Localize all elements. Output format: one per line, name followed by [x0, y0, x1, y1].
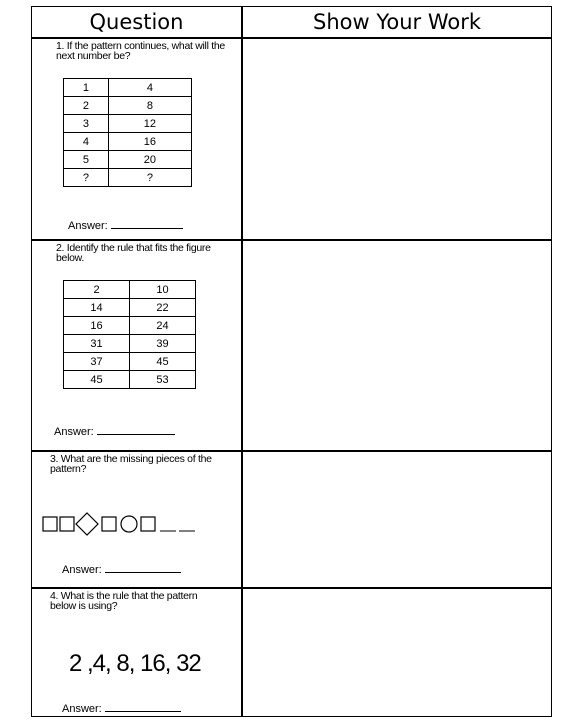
question-2-prompt: 2. Identify the rule that fits the figure below. — [56, 242, 211, 264]
question-2-cell — [32, 240, 241, 450]
work-area-3[interactable] — [243, 451, 551, 587]
table-row — [64, 371, 196, 389]
table-row — [64, 169, 192, 187]
table-cell: 16 — [64, 317, 130, 335]
table-cell: 1 — [64, 79, 109, 97]
question-3-answer — [62, 564, 181, 576]
square-icon — [43, 517, 57, 531]
table-cell: 14 — [64, 299, 130, 317]
answer-blank[interactable] — [111, 228, 183, 229]
table-cell: 3 — [64, 115, 109, 133]
table-row — [64, 115, 192, 133]
table-cell: 39 — [130, 335, 196, 353]
circle-icon — [121, 516, 137, 532]
table-row — [64, 151, 192, 169]
table-cell: 8 — [108, 97, 191, 115]
work-area-4[interactable] — [243, 588, 551, 716]
answer-label: Answer: — [68, 220, 108, 232]
table-cell: ? — [64, 169, 109, 187]
table-row — [64, 335, 196, 353]
table-row — [64, 353, 196, 371]
table-cell: 2 — [64, 97, 109, 115]
square-icon — [102, 517, 116, 531]
table-cell: 31 — [64, 335, 130, 353]
diamond-icon — [76, 513, 98, 535]
question-3-cell — [32, 451, 241, 587]
question-header: Question — [89, 10, 184, 34]
table-cell: ? — [108, 169, 191, 187]
work-area-1[interactable] — [243, 38, 551, 239]
answer-blank[interactable] — [105, 711, 181, 712]
question-4-prompt: 4. What is the rule that the pattern below is using? — [50, 590, 198, 612]
square-icon — [60, 517, 74, 531]
table-cell: 24 — [130, 317, 196, 335]
question-2-table — [63, 280, 196, 389]
table-cell: 45 — [64, 371, 130, 389]
question-4-cell — [32, 588, 241, 716]
number-sequence: 2 ,4, 8, 16, 32 — [69, 650, 201, 677]
worksheet-table — [31, 6, 552, 717]
table-cell: 22 — [130, 299, 196, 317]
table-cell: 5 — [64, 151, 109, 169]
table-row — [64, 79, 192, 97]
table-cell: 53 — [130, 371, 196, 389]
table-cell: 10 — [130, 281, 196, 299]
table-cell: 4 — [64, 133, 109, 151]
table-row — [64, 299, 196, 317]
answer-label: Answer: — [54, 426, 94, 438]
work-area-2[interactable] — [243, 240, 551, 450]
answer-label: Answer: — [62, 564, 102, 576]
question-1-answer — [68, 220, 183, 232]
question-1-cell — [32, 38, 241, 239]
shape-pattern — [42, 511, 217, 537]
answer-blank[interactable] — [97, 434, 175, 435]
question-4-answer — [62, 703, 181, 715]
question-1-table — [63, 78, 192, 187]
question-1-prompt: 1. If the pattern continues, what will the next number be? — [56, 40, 225, 62]
table-cell: 16 — [108, 133, 191, 151]
question-2-answer — [54, 426, 175, 438]
table-row — [64, 133, 192, 151]
table-row — [64, 317, 196, 335]
answer-blank[interactable] — [105, 572, 181, 573]
table-cell: 37 — [64, 353, 130, 371]
table-cell: 45 — [130, 353, 196, 371]
table-row — [64, 97, 192, 115]
answer-label: Answer: — [62, 703, 102, 715]
table-cell: 20 — [108, 151, 191, 169]
question-3-prompt: 3. What are the missing pieces of the pattern? — [50, 453, 212, 475]
show-work-header: Show Your Work — [312, 10, 482, 34]
square-icon — [141, 517, 155, 531]
table-cell: 12 — [108, 115, 191, 133]
table-row — [64, 281, 196, 299]
table-cell: 4 — [108, 79, 191, 97]
table-cell: 2 — [64, 281, 130, 299]
